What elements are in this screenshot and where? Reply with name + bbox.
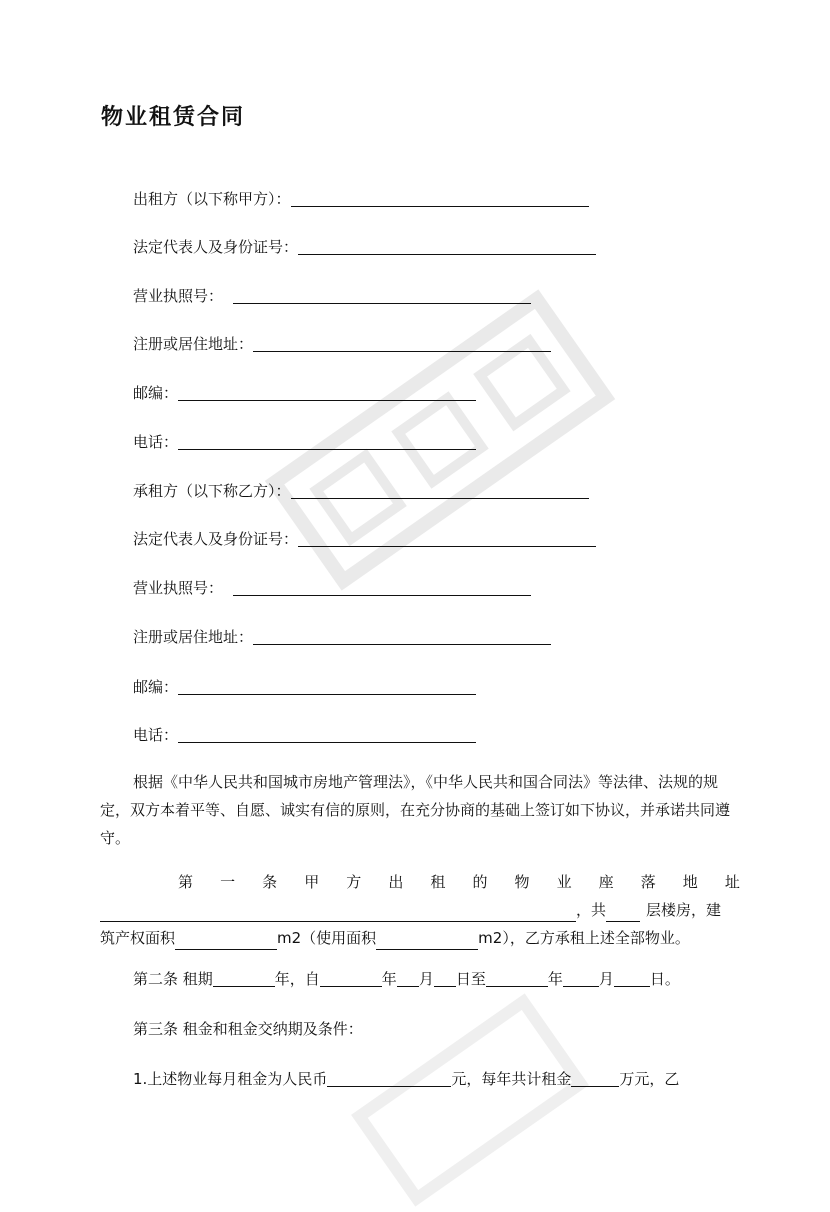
article-3-text: 1.上述物业每月租金为人民币 xyxy=(133,1070,328,1088)
floor-count-blank[interactable] xyxy=(606,907,640,922)
article-1-word: 条 xyxy=(262,873,278,891)
document-title: 物业租赁合同 xyxy=(101,105,246,130)
legal-rep-label: 法定代表人及身份证号： xyxy=(133,530,299,548)
address-label: 注册或居住地址： xyxy=(133,628,254,646)
article-1-word: 地 xyxy=(682,873,698,891)
lessee-zip-line xyxy=(133,676,476,697)
article-2-text: 日。 xyxy=(649,970,680,988)
lessor-label: 出租方（以下称甲方）： xyxy=(133,190,291,208)
property-address-blank[interactable] xyxy=(100,907,576,922)
article-1-word: 座 xyxy=(598,873,614,891)
article-2-text: 第二条 租期 xyxy=(133,970,213,988)
article-1-word: 租 xyxy=(430,873,446,891)
article-3-heading: 第三条 租金和租金交纳期及条件： xyxy=(133,1020,363,1038)
phone-blank[interactable] xyxy=(178,728,476,743)
article-1-word: 一 xyxy=(220,873,236,891)
article-1-text: 层楼房，建 xyxy=(646,901,722,919)
article-1-line-3 xyxy=(100,924,740,952)
article-1-text: m2），乙方承租上述全部物业。 xyxy=(478,929,690,947)
article-2 xyxy=(133,968,680,989)
start-year-blank[interactable] xyxy=(320,972,382,987)
intro-paragraph: 根据《中华人民共和国城市房地产管理法》，《中华人民共和国合同法》等法律、法规的规定，双方本着平等、自愿、诚实有信的原则，在充分协商的基础上签订如下协议，并承诺共同遵守。 xyxy=(100,773,731,847)
article-1-word: 物 xyxy=(514,873,530,891)
monthly-rent-blank[interactable] xyxy=(327,1072,451,1087)
article-1-word: 甲 xyxy=(304,873,320,891)
lessor-line xyxy=(133,188,589,209)
license-blank[interactable] xyxy=(233,289,531,304)
zip-blank[interactable] xyxy=(178,680,476,695)
lessor-phone-line xyxy=(133,431,476,452)
article-3-item-1 xyxy=(133,1068,679,1089)
article-2-text: 年 xyxy=(547,970,563,988)
lessor-address-line xyxy=(133,333,551,354)
article-1 xyxy=(100,868,740,952)
lessee-license-line xyxy=(133,577,531,598)
lessor-legal-rep-line xyxy=(133,236,596,257)
article-1-word: 出 xyxy=(388,873,404,891)
start-day-blank[interactable] xyxy=(434,972,456,987)
end-year-blank[interactable] xyxy=(486,972,548,987)
article-1-word: 的 xyxy=(472,873,488,891)
end-day-blank[interactable] xyxy=(614,972,650,987)
article-2-text: 月 xyxy=(418,970,434,988)
article-1-word: 第 xyxy=(178,873,194,891)
watermark-logo-bottom xyxy=(345,988,594,1212)
phone-label: 电话： xyxy=(133,433,179,451)
article-1-line-2 xyxy=(100,896,740,924)
phone-blank[interactable] xyxy=(178,435,476,450)
lessee-address-line xyxy=(133,626,551,647)
article-1-word: 业 xyxy=(556,873,572,891)
article-1-heading xyxy=(100,868,740,896)
license-label: 营业执照号： xyxy=(133,287,224,305)
legal-rep-label: 法定代表人及身份证号： xyxy=(133,238,299,256)
lessor-license-line xyxy=(133,285,531,306)
lessee-legal-rep-line xyxy=(133,528,596,549)
end-month-blank[interactable] xyxy=(563,972,599,987)
start-month-blank[interactable] xyxy=(397,972,419,987)
article-2-text: 年，自 xyxy=(274,970,320,988)
address-blank[interactable] xyxy=(253,337,551,352)
article-1-word: 址 xyxy=(724,873,740,891)
lessor-blank[interactable] xyxy=(291,192,589,207)
zip-label: 邮编： xyxy=(133,384,179,402)
article-3-text: 万元，乙 xyxy=(619,1070,680,1088)
article-3-text: 元，每年共计租金 xyxy=(451,1070,572,1088)
license-blank[interactable] xyxy=(233,581,531,596)
lessee-line xyxy=(133,480,589,501)
phone-label: 电话： xyxy=(133,726,179,744)
article-2-text: 月 xyxy=(598,970,614,988)
license-label: 营业执照号： xyxy=(133,579,224,597)
lessee-blank[interactable] xyxy=(291,484,589,499)
zip-blank[interactable] xyxy=(178,386,476,401)
annual-rent-blank[interactable] xyxy=(571,1072,619,1087)
article-2-text: 年 xyxy=(381,970,397,988)
article-2-text: 日至 xyxy=(455,970,486,988)
lease-term-blank[interactable] xyxy=(213,972,275,987)
lessee-phone-line xyxy=(133,724,476,745)
article-1-word: 落 xyxy=(640,873,656,891)
article-1-word: 方 xyxy=(346,873,362,891)
article-1-text: 筑产权面积 xyxy=(100,929,176,947)
article-1-text: m2（使用面积 xyxy=(277,929,377,947)
legal-rep-blank[interactable] xyxy=(298,240,596,255)
address-blank[interactable] xyxy=(253,630,551,645)
legal-rep-blank[interactable] xyxy=(298,532,596,547)
lessee-label: 承租方（以下称乙方）： xyxy=(133,482,291,500)
address-label: 注册或居住地址： xyxy=(133,335,254,353)
lessor-zip-line xyxy=(133,382,476,403)
usable-area-blank[interactable] xyxy=(376,935,478,950)
property-area-blank[interactable] xyxy=(175,935,277,950)
article-1-text: ，共 xyxy=(576,901,607,919)
zip-label: 邮编： xyxy=(133,678,179,696)
